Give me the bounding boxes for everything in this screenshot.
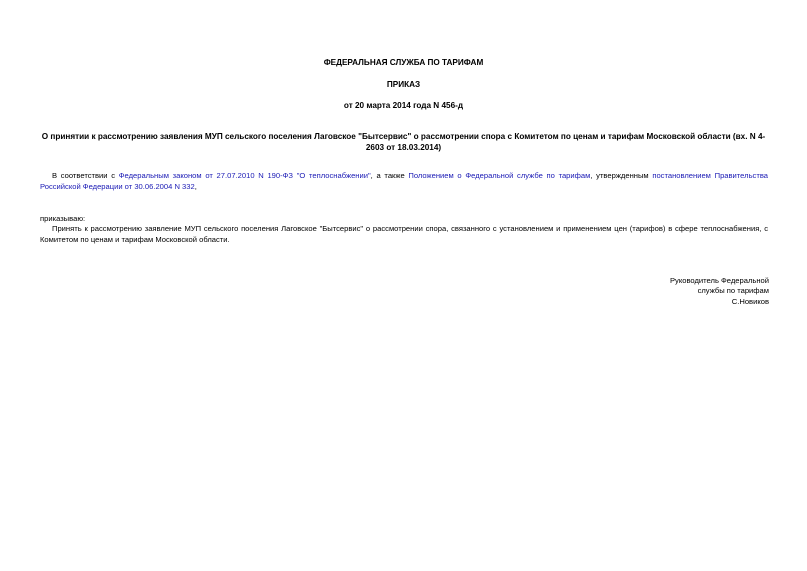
signatory-position-line-1: Руководитель Федеральной bbox=[669, 276, 769, 285]
document-type: ПРИКАЗ bbox=[386, 80, 421, 89]
order-item-1: Принять к рассмотрению заявление МУП сельского поселения Лаговское "Бытсервис" о рассмотрении спора, связанного с установлением и применением цен (тарифов) в сфере теплоснабжения, с Комитетом по ценам и тарифам Московской области. bbox=[40, 224, 768, 244]
signature-block bbox=[670, 276, 769, 307]
preamble-text-4: , bbox=[194, 181, 197, 191]
decree-word: приказываю: bbox=[40, 214, 86, 223]
signatory-position-line-2: службы по тарифам bbox=[697, 286, 769, 296]
preamble-text-1: В соответствии с bbox=[52, 171, 119, 180]
fst-regulation-link[interactable]: Положением о Федеральной службе по тарифам bbox=[408, 171, 591, 180]
document-subject: О принятии к рассмотрению заявления МУП сельского поселения Лаговское "Бытсервис" о рассмотрении спора с Комитетом по ценам и тарифам Московской области (вх. N 4-2603 от 18.03.2014) bbox=[41, 132, 766, 152]
issuing-authority: ФЕДЕРАЛЬНАЯ СЛУЖБА ПО ТАРИФАМ bbox=[323, 58, 484, 67]
federal-law-link[interactable]: Федеральным законом от 27.07.2010 N 190-ФЗ "О теплоснабжении" bbox=[118, 171, 371, 180]
preamble-text-3: , утвержденным bbox=[590, 171, 653, 180]
preamble-text-2: , а также bbox=[370, 171, 409, 180]
document-date-number: от 20 марта 2014 года N 456-д bbox=[343, 101, 464, 110]
signatory-name: С.Новиков bbox=[731, 296, 769, 306]
government-decree-link[interactable]: постановлением Правительства Российской Федерации от 30.06.2004 N 332 bbox=[40, 171, 768, 191]
preamble-paragraph bbox=[40, 171, 768, 192]
